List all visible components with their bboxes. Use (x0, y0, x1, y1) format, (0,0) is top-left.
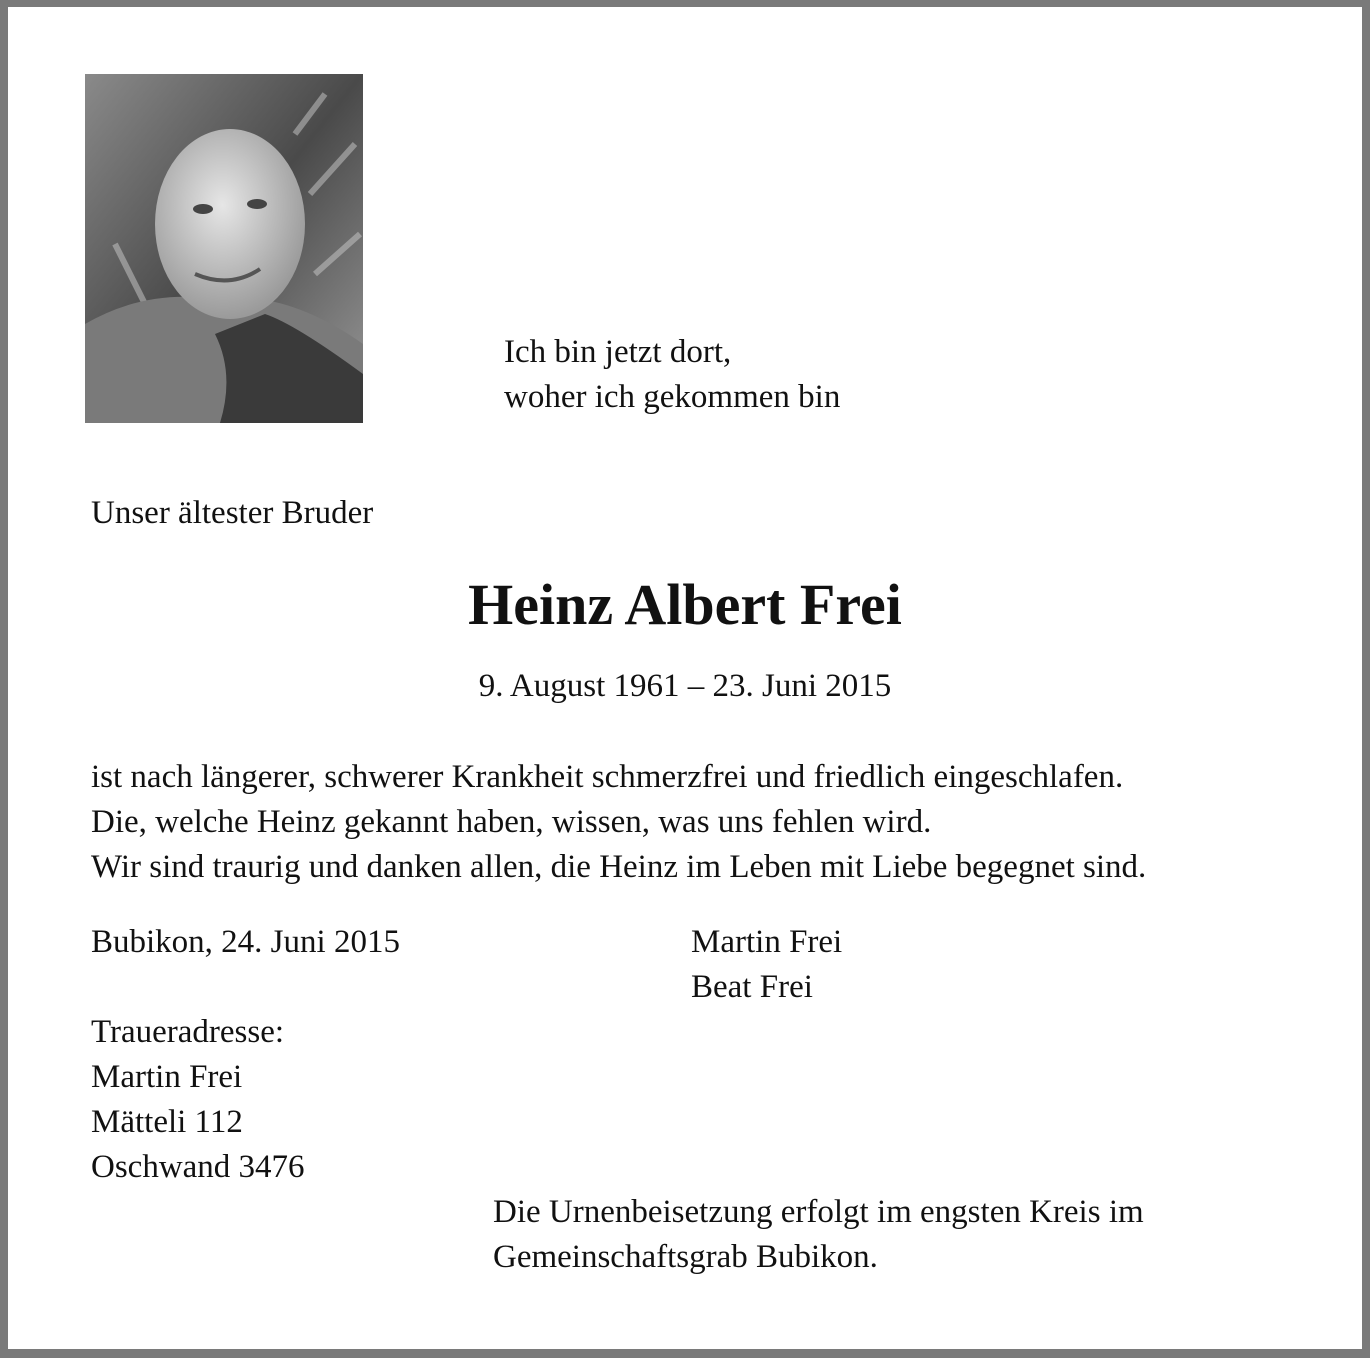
address-line-1: Martin Frei (91, 1059, 243, 1095)
burial-line-1: Die Urnenbeisetzung erfolgt im engsten Kreis im (493, 1194, 1144, 1230)
signatory-1: Martin Frei (691, 924, 843, 960)
address-line-3: Oschwand 3476 (91, 1149, 305, 1185)
life-dates: 9. August 1961 – 23. Juni 2015 (478, 668, 892, 704)
quote-line-2: woher ich gekommen bin (504, 379, 841, 415)
address-line-2: Mätteli 112 (91, 1104, 243, 1140)
quote-line-1: Ich bin jetzt dort, (504, 334, 732, 370)
body-line-3: Wir sind traurig und danken allen, die Heinz im Leben mit Liebe begegnet sind. (91, 849, 1147, 885)
body-line-1: ist nach längerer, schwerer Krankheit schmerzfrei und friedlich eingeschlafen. (91, 759, 1124, 795)
burial-line-2: Gemeinschaftsgrab Bubikon. (493, 1239, 878, 1275)
address-label: Traueradresse: (91, 1014, 285, 1050)
portrait-photo (85, 74, 363, 423)
place-date: Bubikon, 24. Juni 2015 (91, 924, 400, 960)
body-line-2: Die, welche Heinz gekannt haben, wissen, was uns fehlen wird. (91, 804, 932, 840)
signatory-2: Beat Frei (691, 969, 813, 1005)
intro-text: Unser ältester Bruder (91, 495, 374, 531)
deceased-name: Heinz Albert Frei (468, 572, 902, 637)
obituary-page (8, 7, 1362, 1349)
